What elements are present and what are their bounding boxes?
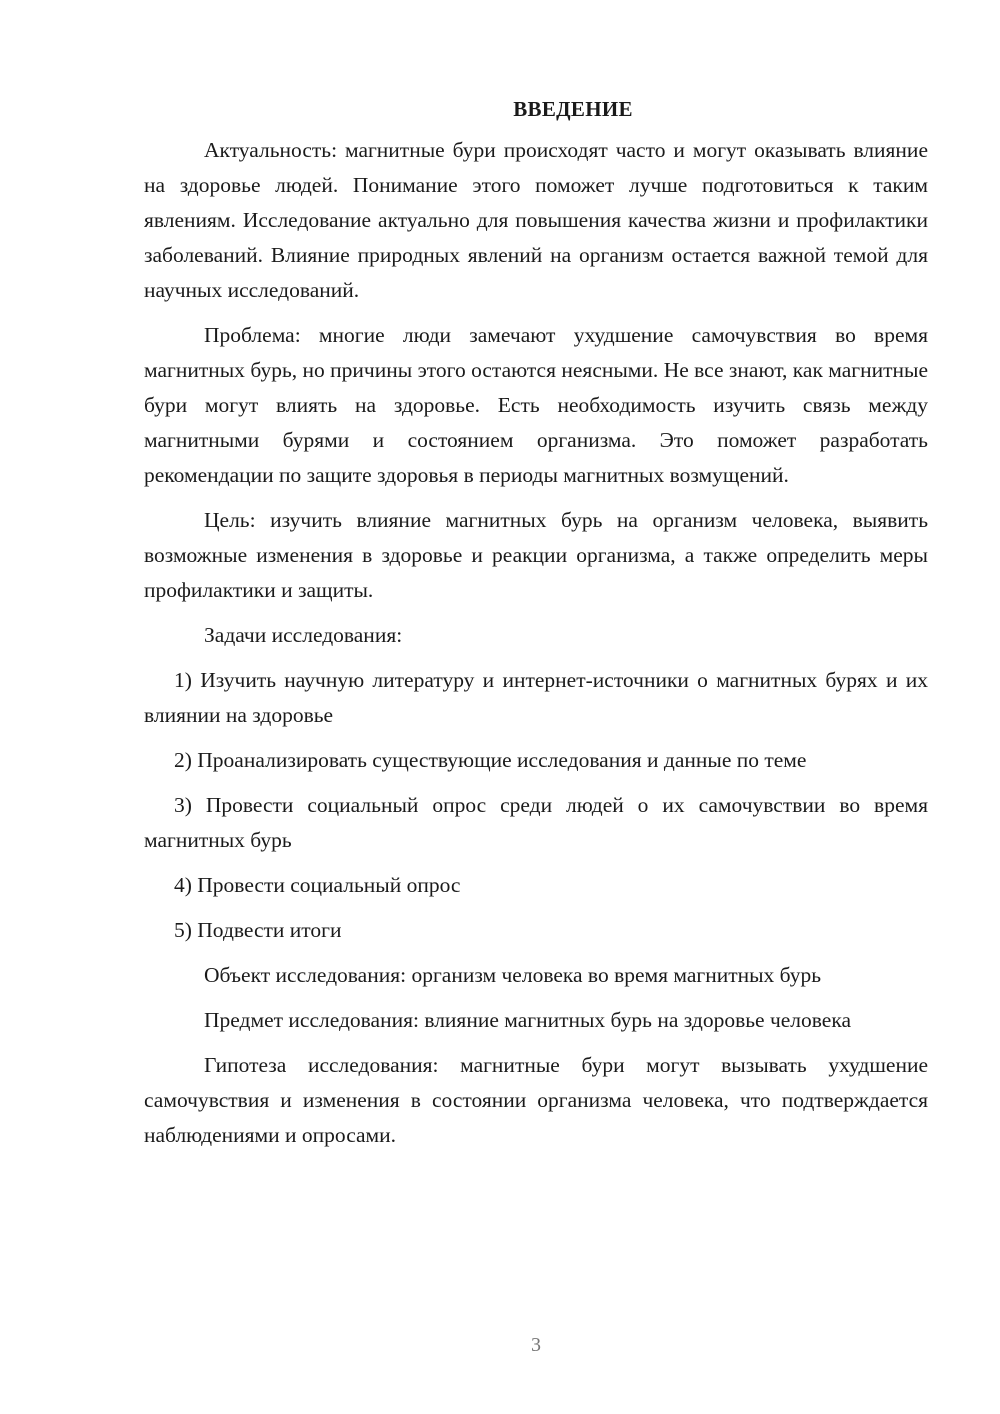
- task-item-5: 5) Подвести итоги: [174, 918, 342, 942]
- paragraph-tasks-heading: Задачи исследования:: [204, 623, 403, 647]
- task-item-4: 4) Провести социальный опрос: [174, 873, 461, 897]
- task-item-3: 3) Провести социальный опрос среди людей о их самочувствии во время магнитных бурь: [144, 793, 928, 852]
- paragraph-problem: Проблема: многие люди замечают ухудшение самочувствия во время магнитных бурь, но причины этого остаются неясными. Не все знают, как магнитные бури могут влиять на здоровье. Есть необходимость изучить связь между магнитными бурями и состоянием организма. Это поможет разработать рекомендации по защите здоровья в периоды магнитных возмущений.: [144, 323, 928, 487]
- task-item-1: 1) Изучить научную литературу и интернет-источники о магнитных бурях и их влиянии на здоровье: [144, 668, 928, 727]
- page-number: 3: [531, 1334, 541, 1356]
- paragraph-relevance: Актуальность: магнитные бури происходят часто и могут оказывать влияние на здоровье людей. Понимание этого поможет лучше подготовиться к таким явлениям. Исследование актуально для повышения качества жизни и профилактики заболеваний. Влияние природных явлений на организм остается важной темой для научных исследований.: [144, 138, 928, 302]
- paragraph-hypothesis: Гипотеза исследования: магнитные бури могут вызывать ухудшение самочувствия и изменения в состоянии организма человека, что подтверждается наблюдениями и опросами.: [144, 1053, 928, 1147]
- paragraph-object: Объект исследования: организм человека во время магнитных бурь: [204, 963, 822, 987]
- paragraph-goal: Цель: изучить влияние магнитных бурь на организм человека, выявить возможные изменения в здоровье и реакции организма, а также определить меры профилактики и защиты.: [144, 508, 928, 602]
- page-title: ВВЕДЕНИЕ: [513, 97, 633, 121]
- task-item-2: 2) Проанализировать существующие исследования и данные по теме: [174, 748, 807, 772]
- document-page: [144, 94, 928, 1163]
- paragraph-subject: Предмет исследования: влияние магнитных бурь на здоровье человека: [204, 1008, 852, 1032]
